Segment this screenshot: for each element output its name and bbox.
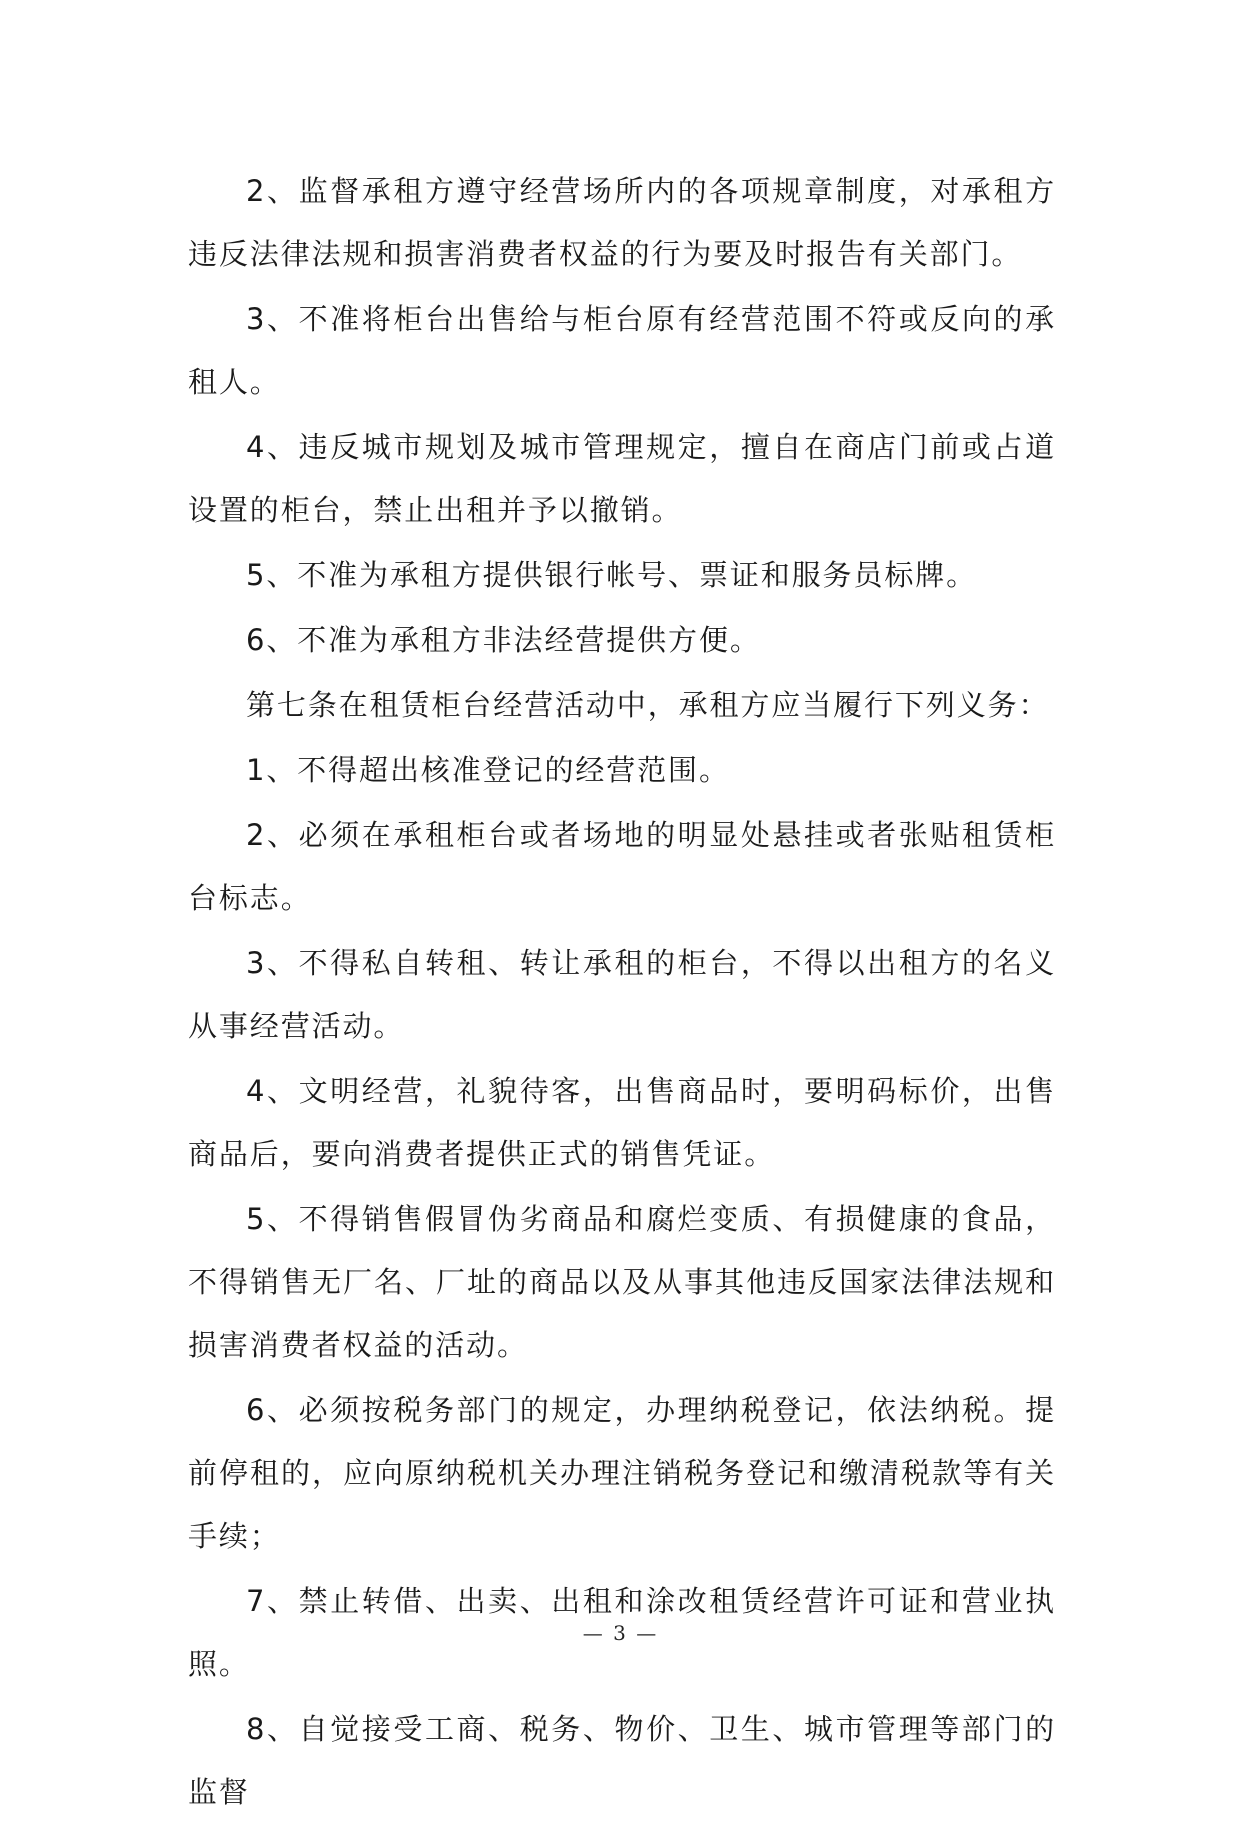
page-number: — 3 — [582, 1621, 659, 1645]
paragraph-illegal-counters: 4、违反城市规划及城市管理规定，擅自在商店门前或占道设置的柜台，禁止出租并予以撤销。 [188, 430, 1056, 527]
paragraph-civil-business: 4、文明经营，礼貌待客，出售商品时，要明码标价，出售商品后，要向消费者提供正式的销售凭证。 [188, 1074, 1056, 1171]
paragraph-license-misuse: 7、禁止转借、出卖、出租和涂改租赁经营许可证和营业执照。 [188, 1584, 1056, 1681]
paragraph-supervise-tenant: 2、监督承租方遵守经营场所内的各项规章制度，对承租方违反法律法规和损害消费者权益的行为要及时报告有关部门。 [188, 174, 1056, 271]
paragraph-article-seven: 第七条在租赁柜台经营活动中，承租方应当履行下列义务： [246, 688, 1050, 722]
paragraph-lease-sign: 2、必须在承租柜台或者场地的明显处悬挂或者张贴租赁柜台标志。 [188, 818, 1056, 915]
paragraph-no-sublease: 3、不得私自转租、转让承租的柜台，不得以出租方的名义从事经营活动。 [188, 946, 1056, 1043]
paragraph-no-counterfeit: 5、不得销售假冒伪劣商品和腐烂变质、有损健康的食品，不得销售无厂名、厂址的商品以及从事其他违反国家法律法规和损害消费者权益的活动。 [188, 1202, 1056, 1362]
document-body [188, 160, 1056, 1826]
paragraph-tax-registration: 6、必须按税务部门的规定，办理纳税登记，依法纳税。提前停租的，应向原纳税机关办理注销税务登记和缴清税款等有关手续； [188, 1393, 1056, 1553]
paragraph-no-bank-account: 5、不准为承租方提供银行帐号、票证和服务员标牌。 [246, 558, 978, 592]
paragraph-no-illegal-help: 6、不准为承租方非法经营提供方便。 [246, 623, 761, 657]
paragraph-no-counter-sale: 3、不准将柜台出售给与柜台原有经营范围不符或反向的承租人。 [188, 302, 1056, 399]
paragraph-business-scope: 1、不得超出核准登记的经营范围。 [246, 753, 730, 787]
paragraph-accept-supervision: 8、自觉接受工商、税务、物价、卫生、城市管理等部门的监督 [188, 1712, 1056, 1809]
